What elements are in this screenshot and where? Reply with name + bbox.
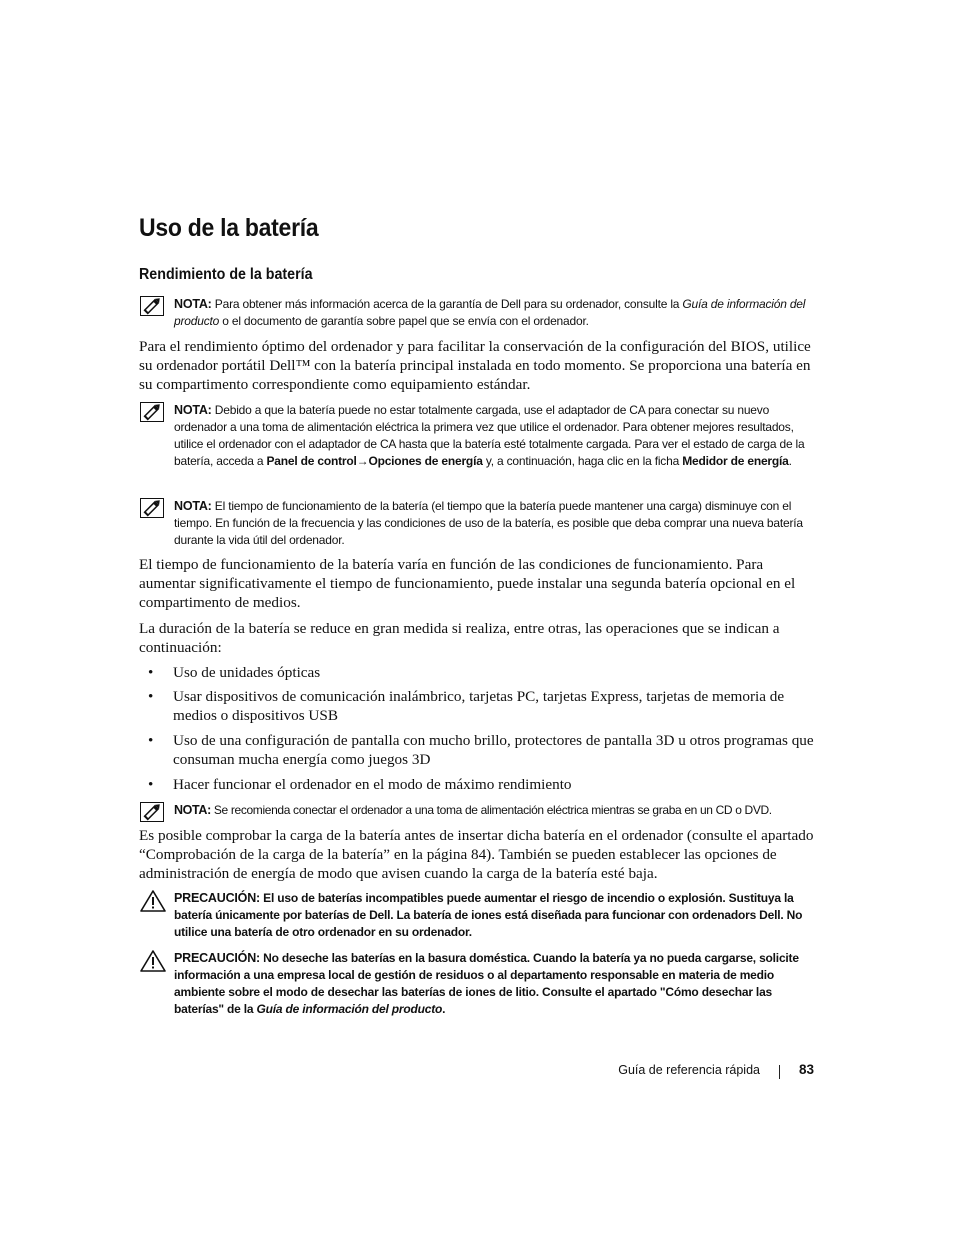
footer-document-title: Guía de referencia rápida [618,1063,760,1077]
note-block [140,296,820,330]
list-item-text: Uso de una configuración de pantalla con mucho brillo, protectores de pantalla 3D u otros programas que consuman mucha energía como juegos 3D [173,732,814,769]
note-block [140,402,820,470]
caution-label: PRECAUCIÓN: [174,951,260,965]
note-label: NOTA: [174,297,212,311]
warning-triangle-icon [140,950,166,972]
list-item [148,687,818,725]
paragraph: Para el rendimiento óptimo del ordenador y para facilitar la conservación de la configuración del BIOS, utilice su ordenador portátil Dell™ con la batería principal instalada en todo momento. Se proporciona una batería en su compartimento correspondiente como equipamiento estándar. [139,338,811,394]
warning-triangle-icon [140,890,166,912]
caution-label: PRECAUCIÓN: [174,891,260,905]
section-heading: Rendimiento de la batería [139,266,313,283]
bullet-marker: • [148,732,154,749]
control-panel-label: Panel de control [266,454,357,468]
list-item-text: Uso de unidades ópticas [173,664,321,681]
note-block [140,498,820,549]
paragraph: Es posible comprobar la carga de la batería antes de insertar dicha batería en el ordenador (consulte el apartado “Comprobación de la carga de la batería” en la página 84). También se pueden establecer las opciones de administración de energía de modo que avisen cuando la carga de la batería esté baja. [139,827,814,883]
caution-block [140,890,820,941]
footer-separator [779,1065,780,1079]
paragraph: El tiempo de funcionamiento de la batería varía en función de las condiciones de funcionamiento. Para aumentar significativamente el tiempo de funcionamiento, puede instalar una segunda batería opcional en el compartimento de medios. [139,556,796,612]
list-item [148,663,818,682]
note-text: El tiempo de funcionamiento de la batería (el tiempo que la batería puede mantener una carga) disminuye con el tiempo. En función de la frecuencia y las condiciones de uso de la batería, es posible que deba comprar una nueva batería durante la vida útil del ordenador. [174,499,803,547]
bullet-marker: • [148,664,154,681]
list-item [148,731,818,769]
caution-text: El uso de baterías incompatibles puede aumentar el riesgo de incendio o explosión. Sustituya la batería únicamente por baterías de Dell. La batería de iones está diseñada para funcionar con ordenadors Dell. No utilice una batería de otro ordenador en su ordenador. [174,891,803,939]
paragraph: La duración de la batería se reduce en gran medida si realiza, entre otras, las operaciones que se indican a continuación: [139,620,780,657]
product-guide-reference: Guía de información del producto [256,1002,443,1016]
bullet-marker: • [148,776,154,793]
note-text: Debido a que la batería puede no estar totalmente cargada, use el adaptador de CA para conectar su nuevo ordenador a una toma de alimentación eléctrica la primera vez que utilice el ordenador. Para obtener mejores resultados, utilice el ordenador con el adaptador de CA hasta que la batería esté totalmente cargada. Para ver el estado de carga de la batería, acceda a [174,403,805,468]
note-text: Se recomienda conectar el ordenador a una toma de alimentación eléctrica mientras se graba en un CD o DVD. [213,803,772,817]
page-number: 83 [799,1062,815,1077]
pencil-note-icon [140,498,164,518]
product-guide-reference: Guía de información del producto [174,297,806,328]
power-options-label: Opciones de energía [368,454,483,468]
note-text: Para obtener más información acerca de la garantía de Dell para su ordenador, consulte la [214,297,683,311]
power-meter-label: Medidor de energía [682,454,789,468]
bullet-marker: • [148,688,154,705]
note-text: . [788,454,792,468]
note-label: NOTA: [174,803,211,817]
caution-text: . [442,1002,446,1016]
page-footer [0,1061,954,1081]
note-label: NOTA: [174,403,212,417]
pencil-note-icon [140,802,164,822]
list-item [148,775,818,794]
list-item-text: Hacer funcionar el ordenador en el modo de máximo rendimiento [173,776,572,793]
menu-arrow: → [356,454,369,468]
note-block [140,802,840,819]
caution-text: No deseche las baterías en la basura doméstica. Cuando la batería ya no pueda cargarse, solicite información a una empresa local de gestión de residuos o al departamento responsable en materia de medio ambiente sobre el modo de desechar las baterías de iones de litio. Consulte el apartado "Cómo desechar las baterías" de la [174,951,799,1016]
caution-block [140,950,820,1018]
pencil-note-icon [140,296,164,316]
note-text: y, a continuación, haga clic en la ficha [482,454,683,468]
pencil-note-icon [140,402,164,422]
page-title: Uso de la batería [139,214,319,242]
note-label: NOTA: [174,499,212,513]
list-item-text: Usar dispositivos de comunicación inalámbrico, tarjetas PC, tarjetas Express, tarjetas de memoria de medios o dispositivos USB [173,688,785,725]
note-text: o el documento de garantía sobre papel que se envía con el ordenador. [219,314,589,328]
